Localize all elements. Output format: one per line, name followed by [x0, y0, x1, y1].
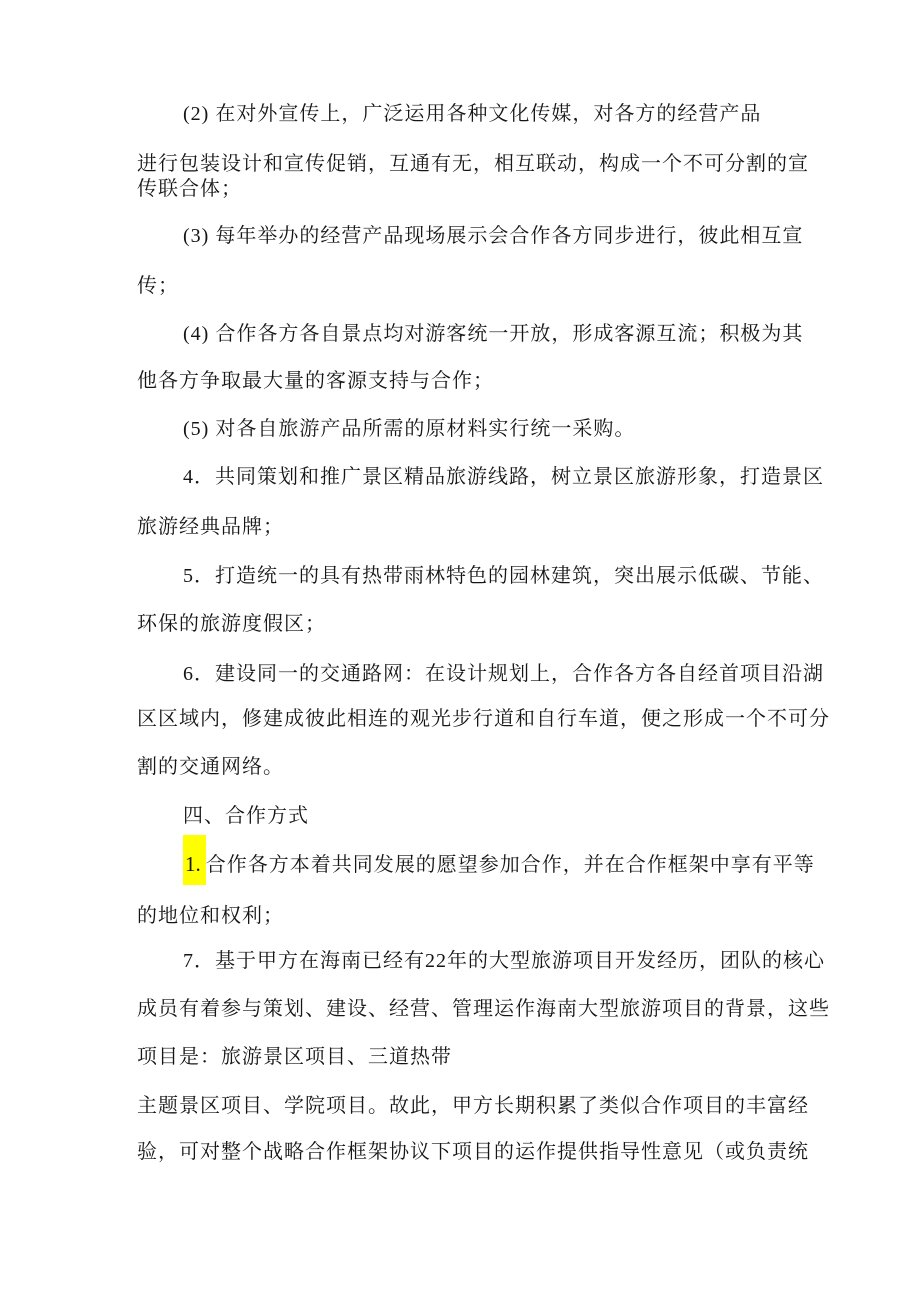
text-line: 环保的旅游度假区； — [137, 613, 326, 635]
text-line: 项目是：旅游景区项目、三道热带 — [137, 1046, 452, 1068]
text-line: (2) 在对外宣传上，广泛运用各种文化传媒，对各方的经营产品 — [183, 103, 762, 125]
text-line: 4．共同策划和推广景区精品旅游线路，树立景区旅游形象，打造景区 — [183, 466, 824, 488]
text-line: 割的交通网络。 — [137, 756, 284, 778]
text-line: 主题景区项目、学院项目。故此，甲方长期积累了类似合作项目的丰富经 — [137, 1095, 809, 1117]
text-line: 旅游经典品牌； — [137, 516, 284, 538]
text-line: 他各方争取最大量的客源支持与合作； — [137, 370, 494, 392]
text-line: 成员有着参与策划、建设、经营、管理运作海南大型旅游项目的背景，这些 — [137, 998, 830, 1020]
highlighted-list-number: 1. — [183, 835, 206, 885]
section-heading: 四、合作方式 — [183, 805, 309, 827]
text-line-continuation: 合作各方本着共同发展的愿望参加合作，并在合作框架中享有平等 — [205, 854, 815, 876]
text-line: 5．打造统一的具有热带雨林特色的园林建筑，突出展示低碳、节能、 — [183, 565, 824, 587]
text-line: 进行包装设计和宣传促销，互通有无，相互联动，构成一个不可分割的宣 — [137, 153, 809, 175]
text-line: 传联合体； — [137, 178, 242, 200]
text-line: 6．建设同一的交通路网：在设计规划上，合作各方各自经首项目沿湖 — [183, 663, 824, 685]
text-line: 7．基于甲方在海南已经有22年的大型旅游项目开发经历，团队的核心 — [183, 950, 825, 972]
text-line: (5) 对各自旅游产品所需的原材料实行统一采购。 — [183, 418, 636, 440]
text-line: (4) 合作各方各自景点均对游客统一开放，形成客源互流；积极为其 — [183, 323, 804, 345]
text-line: (3) 每年举办的经营产品现场展示会合作各方同步进行，彼此相互宣 — [183, 225, 804, 247]
text-line: 验，可对整个战略合作框架协议下项目的运作提供指导性意见（或负责统 — [137, 1141, 809, 1163]
text-line: 传； — [137, 275, 179, 297]
text-line: 区区域内，修建成彼此相连的观光步行道和自行车道，便之形成一个不可分 — [137, 708, 830, 730]
text-line — [183, 849, 815, 880]
text-line: 的地位和权利； — [137, 905, 284, 927]
